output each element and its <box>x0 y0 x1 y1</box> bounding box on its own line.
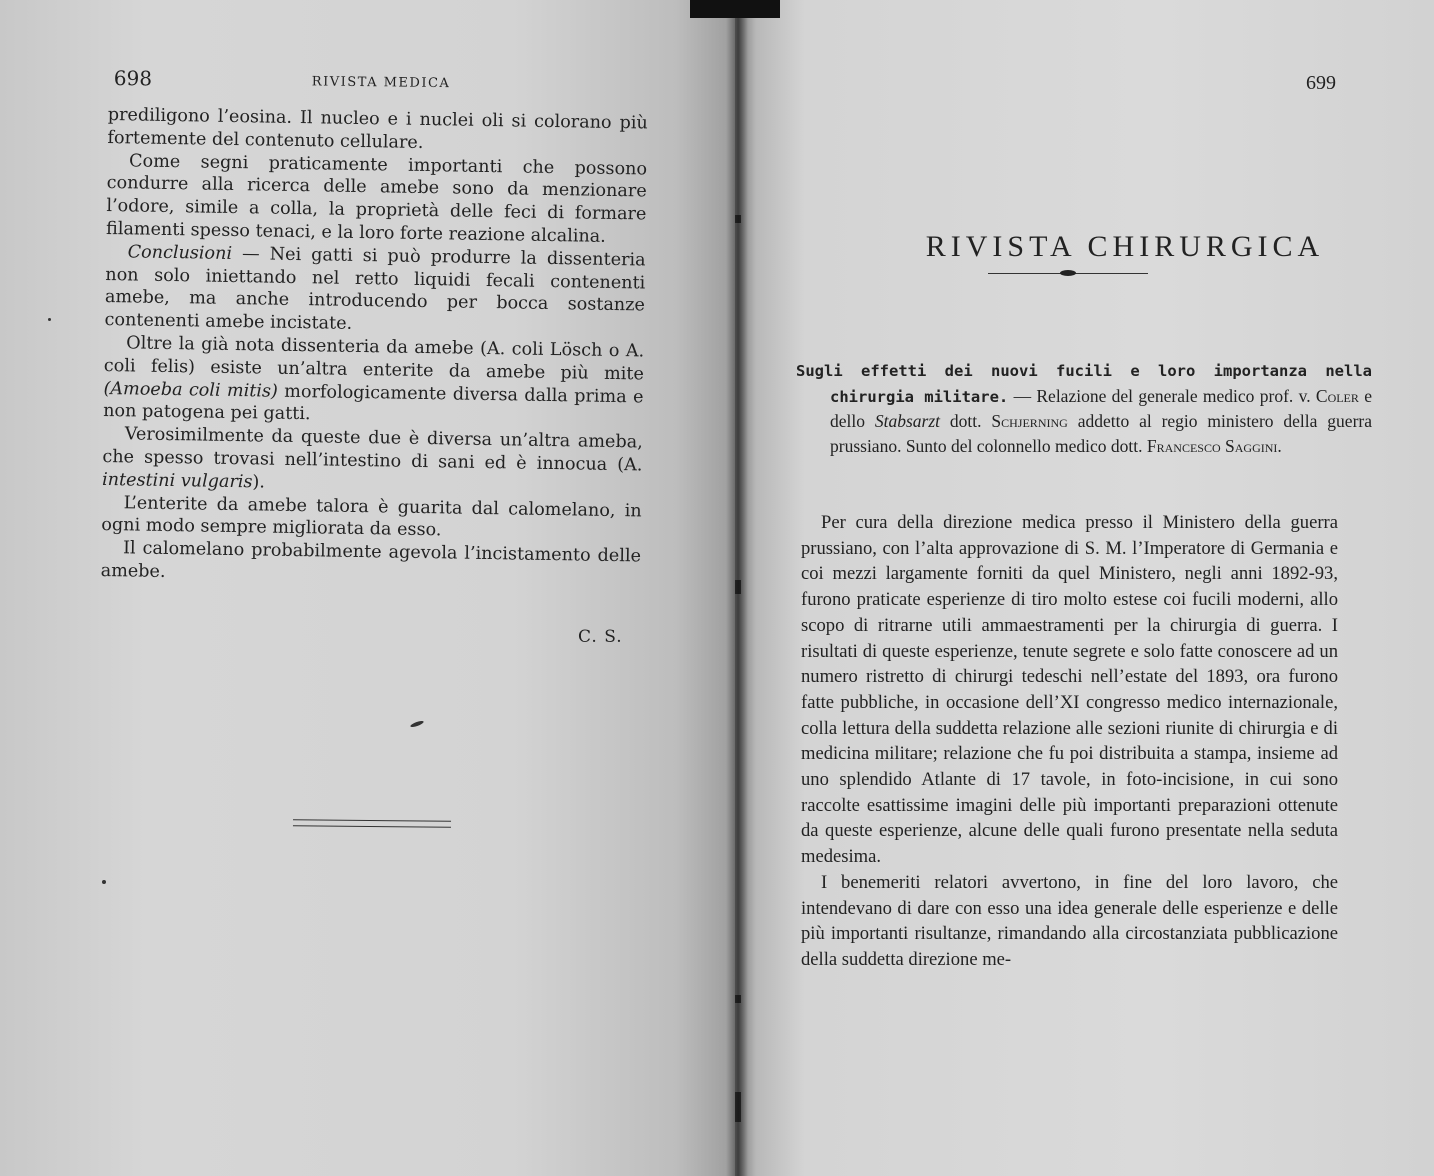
paragraph-5-a: Verosimilmente da queste due è diversa un’altra ameba, che spesso trovasi nell’intestino di sani ed è innocua (A. <box>102 424 643 476</box>
paragraph-5-b: ). <box>252 472 266 493</box>
article-heading <box>796 358 1372 458</box>
gutter-shadow <box>726 0 748 1176</box>
byline-2: e dello <box>830 385 1372 431</box>
binding-edge <box>690 0 780 18</box>
section-title: RIVISTA CHIRURGICA <box>925 230 1325 264</box>
double-rule-divider <box>293 819 451 827</box>
paragraph-7: Il calomelano probabilmente agevola l’incistamento delle amebe. <box>100 538 642 582</box>
paragraph-4-b: morfologicamente diversa dalla prima e non patogena pei gatti. <box>103 381 644 425</box>
byline-4: addetto al regio ministero della guerra prussiano. Sunto del colonnello medico dott. <box>830 411 1372 456</box>
paragraph-1: prediligono l’eosina. Il nucleo e i nuclei oli si colorano più fortemente del contenuto cellulare. <box>107 104 648 153</box>
author-schjerning: Schjerning <box>991 411 1068 431</box>
paragraph-5 <box>102 423 643 500</box>
page-number-right: 699 <box>1306 72 1336 94</box>
body-paragraph-1: Per cura della direzione medica presso il Ministero della guerra prussiano, con l’alta approvazione di S. M. l’Imperatore di Germania e coi mezzi largamente forniti da quel Ministero, negli anni 1892-93, furono praticate esperienze di tiro molto estese coi fucili moderni, allo scopo di ritrarne utili ammaestramenti per la chirurgia di guerra. I risultati di queste esperienze, tenute segrete e solo fatte conoscere ad un numero ristretto di chirurgi tedeschi nell’estate del 1893, ora furono fatte pubbliche, in occasione dell’XI congresso medico internazionale, colla lettura della suddetta relazione alle sezioni riunite di chirurgia e di medicina militare; relazione che fu poi distribuita a stampa, insieme ad uno splendido Atlante di 17 tavole, in foto-incisione, in cui sono raccolte esattissime imagini delle più importanti preparazioni ottenute da queste esperienze, alcune delle quali furono presentate nella seduta medesima. <box>801 512 1338 868</box>
running-head: RIVISTA MEDICA <box>311 74 451 92</box>
author-saggini: Francesco Saggini <box>1146 435 1278 456</box>
signature: C. S. <box>578 627 623 647</box>
right-page <box>735 0 1434 1176</box>
title-ornament <box>988 267 1148 279</box>
paragraph-4 <box>103 332 644 432</box>
body-paragraph-2: I benemeriti relatori avvertono, in fine del loro lavoro, che intendevano di dare con esso una idea generale delle esperienze e delle più importanti risultanze, rimandando alla circostanziata pubblicazione della suddetta direzione me- <box>801 871 1338 970</box>
page-number-left: 698 <box>113 66 153 91</box>
conclusions-label: Conclusioni <box>127 242 233 264</box>
paragraph-4-a: Oltre la già nota dissenteria da amebe (A. coli Lösch o A. coli felis) esiste un’altra enterite da amebe più mite <box>103 333 645 385</box>
stabsarzt-term: Stabsarzt <box>874 411 941 431</box>
byline-5: . <box>1277 435 1282 456</box>
article-title: Sugli effetti dei nuovi fucili e loro importanza nella chirurgia militare. <box>796 362 1372 406</box>
ink-speck <box>410 720 425 729</box>
right-page-body <box>801 510 1338 973</box>
paragraph-2: Come segni praticamente importanti che possono condurre alla ricerca delle amebe sono da menzionare l’odore, simile a colla, la proprietà delle feci di formare filamenti spesso tenaci, e la loro forte reazione alcalina. <box>105 150 648 247</box>
left-page-header <box>114 66 654 103</box>
paragraph-4-italic: (Amoeba coli mitis) <box>103 378 279 402</box>
paragraph-6: L’enterite da amebe talora è guarita dal calomelano, in ogni modo sempre migliorata da esso. <box>101 492 642 541</box>
byline-3: dott. <box>940 411 992 431</box>
ink-speck <box>48 318 51 321</box>
paragraph-conclusions <box>104 241 645 341</box>
conclusions-text: — Nei gatti si può produrre la dissenteria non solo iniettando nel retto liquidi fecali contenenti amebe, ma anche introducendo per bocca sostanze contenenti amebe incistate. <box>104 243 646 335</box>
left-page-body <box>100 104 647 591</box>
ornament-dot <box>1060 270 1076 276</box>
byline-1: — Relazione del generale medico prof. v. <box>1008 385 1316 406</box>
ink-speck <box>102 880 106 884</box>
author-coler: Coler <box>1315 385 1359 406</box>
paragraph-5-italic: intestini vulgaris <box>101 469 253 493</box>
